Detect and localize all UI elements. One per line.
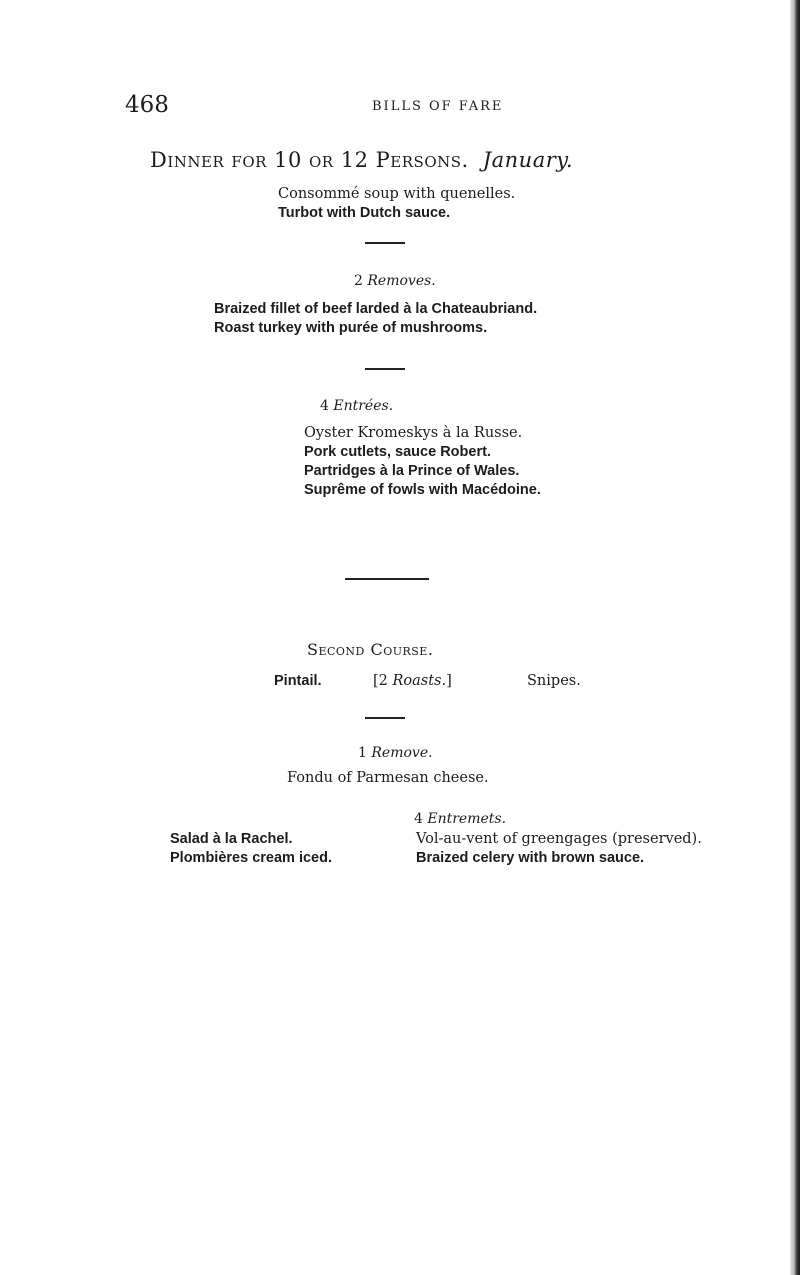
removes-heading xyxy=(354,273,436,289)
entremets-heading xyxy=(414,811,506,827)
page-edge-binding xyxy=(790,0,800,1275)
menu-line: Oyster Kromeskys à la Russe. xyxy=(304,425,523,441)
remove-item: Fondu of Parmesan cheese. xyxy=(287,770,489,786)
entremets-count: 4 xyxy=(414,811,423,827)
menu-line: Partridges à la Prince of Wales. xyxy=(304,463,520,479)
menu-line: Plombières cream iced. xyxy=(170,850,332,866)
second-course-heading: Second Course. xyxy=(307,640,434,659)
menu-line: Roast turkey with purée of mushrooms. xyxy=(214,320,488,336)
roasts-label: Roasts. xyxy=(392,673,447,689)
entremets-right-list xyxy=(416,830,702,868)
removes-list xyxy=(214,300,537,338)
remove-label: Remove. xyxy=(371,745,433,761)
bracket-open: [2 xyxy=(373,673,393,689)
entrees-heading xyxy=(320,398,393,414)
menu-line: Suprême of fowls with Macédoine. xyxy=(304,482,541,498)
soup-fish-list xyxy=(278,185,515,223)
bracket-close: ] xyxy=(446,673,452,689)
removes-label: Removes. xyxy=(367,273,436,289)
remove-heading xyxy=(358,745,433,761)
menu-line: Consommé soup with quenelles. xyxy=(278,186,516,202)
section-divider xyxy=(365,717,405,719)
menu-line: Salad à la Rachel. xyxy=(170,831,293,847)
title-month: January. xyxy=(482,148,573,172)
roasts-label-group xyxy=(373,672,452,691)
course-divider xyxy=(345,578,429,580)
menu-line: Turbot with Dutch sauce. xyxy=(278,205,451,221)
roasts-row xyxy=(0,672,790,694)
title-main: Dinner for 10 or 12 Persons. xyxy=(150,148,469,172)
running-head: BILLS OF FARE xyxy=(372,99,504,114)
entrees-label: Entrées. xyxy=(333,398,394,414)
section-divider xyxy=(365,242,405,244)
section-divider xyxy=(365,368,405,370)
roast-left: Pintail. xyxy=(274,673,322,689)
page-number: 468 xyxy=(125,92,169,118)
page-title xyxy=(150,148,573,172)
menu-line: Pork cutlets, sauce Robert. xyxy=(304,444,491,460)
removes-count: 2 xyxy=(354,273,363,289)
entrees-count: 4 xyxy=(320,398,329,414)
entremets-label: Entremets. xyxy=(427,811,507,827)
menu-line: Vol-au-vent of greengages (preserved). xyxy=(416,831,702,847)
entremets-left-list xyxy=(170,830,332,868)
remove-count: 1 xyxy=(358,745,367,761)
entrees-list xyxy=(304,424,541,500)
page-header xyxy=(0,92,790,122)
menu-line: Braized celery with brown sauce. xyxy=(416,850,645,866)
roast-right: Snipes. xyxy=(527,673,581,689)
menu-line: Braized fillet of beef larded à la Chateaubriand. xyxy=(214,301,538,317)
